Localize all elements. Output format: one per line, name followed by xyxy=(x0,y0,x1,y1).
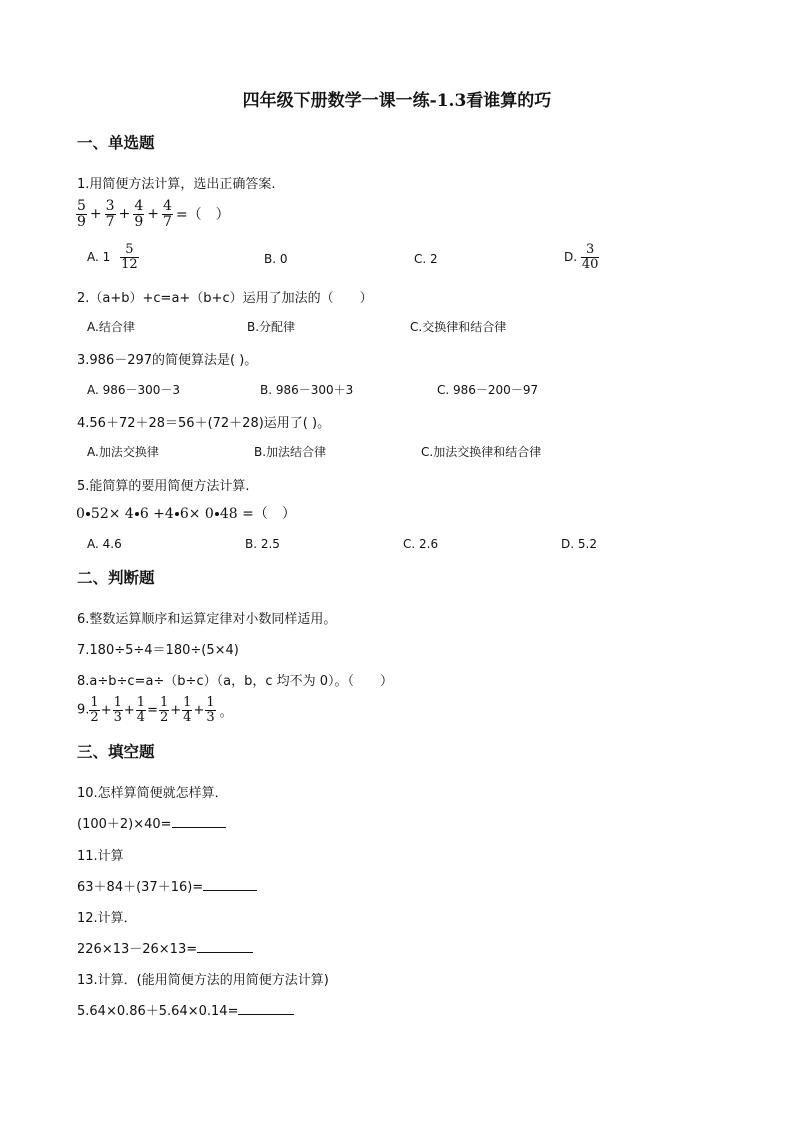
question-1-stem: 1.用简便方法计算，选出正确答案. xyxy=(77,177,276,192)
question-3-stem: 3.986－297的简便算法是( )。 xyxy=(77,353,258,368)
question-3-option-b[interactable]: B. 986－300＋3 xyxy=(260,383,354,397)
answer-blank[interactable] xyxy=(197,942,253,953)
question-9-expression: 9. $\frac{1}{2}$ + $\frac{1}{3}$ + $\frac{1}{4}$ = $\frac{1}{2}$ + $\frac{1}{4}$ + $\frac{1}{3}$ 。 xyxy=(77,695,233,725)
question-3-option-c[interactable]: C. 986－200－97 xyxy=(437,383,539,397)
question-4-option-b[interactable]: B.加法结合律 xyxy=(254,445,327,459)
page-title: 四年级下册数学一课一练-1.3看谁算的巧 xyxy=(242,91,552,111)
question-7-stem: 7.180÷5÷4＝180÷(5×4) xyxy=(77,643,239,658)
question-8-stem: 8.a÷b÷c=a÷（b÷c）（a，b，c 均不为 0）。（ ） xyxy=(77,674,393,689)
question-4-option-c[interactable]: C.加法交换律和结合律 xyxy=(421,445,542,459)
question-1-option-c[interactable]: C. 2 xyxy=(414,252,438,266)
fraction: $\frac{1}{2}$ xyxy=(159,695,169,725)
question-11-stem: 11.计算 xyxy=(77,849,124,864)
recurring-dot xyxy=(86,512,90,516)
recurring-dot xyxy=(175,512,179,516)
question-13-stem: 13.计算．(能用简便方法的用简便方法计算) xyxy=(77,973,329,988)
question-4-option-a[interactable]: A.加法交换律 xyxy=(87,445,159,459)
question-6-stem: 6.整数运算顺序和运算定律对小数同样适用。 xyxy=(77,612,337,627)
fraction: $\frac{1}{3}$ xyxy=(113,695,122,725)
fraction: $\frac{4}{7}$ xyxy=(162,198,172,230)
fraction: $\frac{1}{2}$ xyxy=(90,695,99,725)
question-1-option-a[interactable]: A. 1 $\frac{5}{12}$ xyxy=(87,242,138,272)
section-heading-single-choice: 一、单选题 xyxy=(77,134,155,152)
answer-blank[interactable] xyxy=(238,1004,294,1015)
fraction: $\frac{3}{40}$ xyxy=(581,242,599,272)
question-5-stem: 5.能简算的要用简便方法计算. xyxy=(77,479,250,494)
fraction: $\frac{1}{3}$ xyxy=(206,695,215,725)
recurring-dot xyxy=(215,512,219,516)
question-2-option-b[interactable]: B.分配律 xyxy=(247,320,296,334)
question-12-stem: 12.计算． xyxy=(77,911,137,926)
question-3-option-a[interactable]: A. 986－300－3 xyxy=(87,383,181,397)
fraction: $\frac{5}{9}$ xyxy=(77,198,86,230)
question-12-expression: 226×13－26×13= xyxy=(77,938,253,957)
fraction: $\frac{3}{7}$ xyxy=(105,198,115,230)
question-11-expression: 63＋84＋(37＋16)= xyxy=(77,876,257,895)
fraction: $\frac{5}{12}$ xyxy=(121,242,138,272)
question-5-option-c[interactable]: C. 2.6 xyxy=(403,537,439,551)
question-10-stem: 10.怎样算简便就怎样算． xyxy=(77,786,228,801)
question-1-option-d[interactable]: D. $\frac{3}{40}$ xyxy=(564,242,599,272)
question-2-option-a[interactable]: A.结合律 xyxy=(87,320,135,334)
question-13-expression: 5.64×0.86＋5.64×0.14= xyxy=(77,1000,294,1019)
question-5-option-b[interactable]: B. 2.5 xyxy=(245,537,280,551)
question-2-stem: 2.（a+b）+c=a+（b+c）运用了加法的（ ） xyxy=(77,291,373,306)
answer-blank[interactable] xyxy=(172,817,226,828)
question-5-expression: 0 52× 4 6 +4 6× 0 48 =（ ） xyxy=(76,506,296,522)
question-10-expression: (100＋2)×40= xyxy=(77,813,226,832)
question-5-option-a[interactable]: A. 4.6 xyxy=(87,537,122,551)
section-heading-true-false: 二、判断题 xyxy=(77,569,155,587)
question-4-stem: 4.56＋72＋28＝56＋(72＋28)运用了( )。 xyxy=(77,416,331,431)
question-2-option-c[interactable]: C.交换律和结合律 xyxy=(410,320,507,334)
section-heading-fill-blank: 三、填空题 xyxy=(77,743,155,761)
question-1-expression: $\frac{5}{9}$ + $\frac{3}{7}$ + $\frac{4}{9}$ + $\frac{4}{7}$ =（ ） xyxy=(77,198,230,230)
fraction: $\frac{1}{4}$ xyxy=(136,695,146,725)
fraction: $\frac{4}{9}$ xyxy=(134,198,144,230)
question-5-option-d[interactable]: D. 5.2 xyxy=(561,537,597,551)
answer-blank[interactable] xyxy=(203,880,257,891)
recurring-dot xyxy=(135,512,139,516)
fraction: $\frac{1}{4}$ xyxy=(183,695,192,725)
question-1-option-b[interactable]: B. 0 xyxy=(264,252,288,266)
